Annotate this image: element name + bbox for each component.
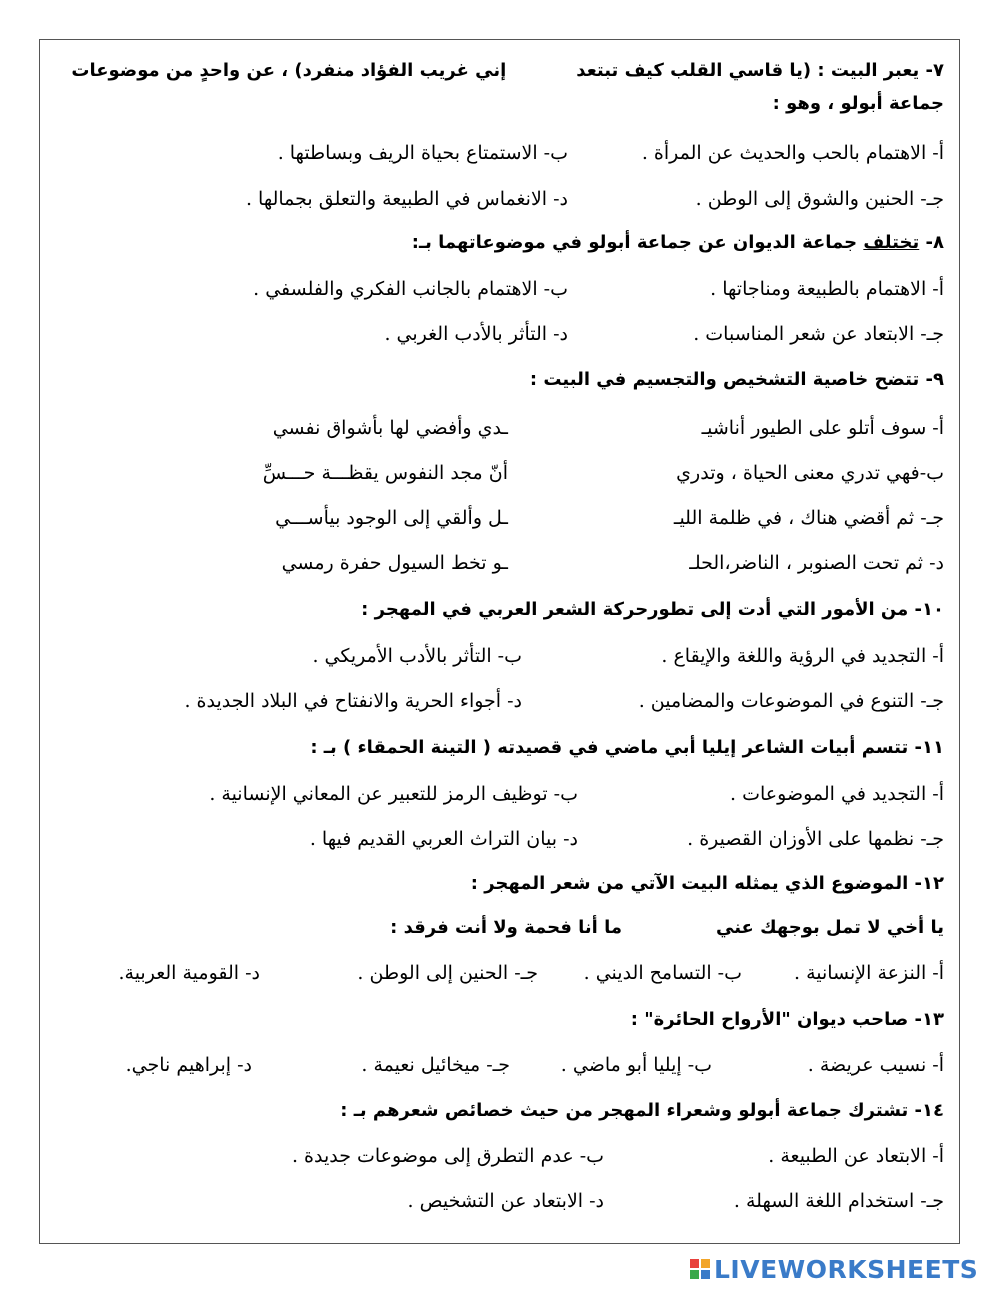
q9-option-c[interactable]: جـ- ثم أقضي هناك ، في ظلمة الليـ <box>673 507 944 529</box>
q12-option-c[interactable]: جـ- الحنين إلى الوطن . <box>357 962 538 984</box>
q9-option-a-hemistich2: ـدي وأفضي لها بأشواق نفسي <box>272 417 508 439</box>
liveworksheets-logo <box>690 1254 978 1284</box>
q14-option-b[interactable]: ب- عدم التطرق إلى موضوعات جديدة . <box>291 1145 604 1167</box>
q9-option-d-hemistich2: ـو تخط السيول حفرة رمسي <box>281 552 508 574</box>
q9-option-a-hemistich1: أ- سوف أتلو على الطيور أناشيـ <box>701 417 944 439</box>
q9-stem: ٩- تتضح خاصية التشخيص والتجسيم في البيت : <box>529 369 944 390</box>
q8-underlined-word: تختلف <box>863 232 920 253</box>
q7-option-b[interactable]: ب- الاستمتاع بحياة الريف وبساطتها . <box>277 142 568 164</box>
q7-stem-line1 <box>71 58 944 84</box>
logo-block <box>690 1259 699 1268</box>
q10-option-c[interactable]: جـ- التنوع في الموضوعات والمضامين . <box>638 690 944 712</box>
q11-option-b[interactable]: ب- توظيف الرمز للتعبير عن المعاني الإنسانية . <box>209 783 578 805</box>
q12-option-d[interactable]: د- القومية العربية. <box>118 962 260 984</box>
q8-stem-rest: جماعة الديوان عن جماعة أبولو في موضوعاتهما بـ: <box>411 232 858 253</box>
q14-option-c[interactable]: جـ- استخدام اللغة السهلة . <box>733 1190 944 1212</box>
q11-option-d[interactable]: د- بيان التراث العربي القديم فيها . <box>309 828 578 850</box>
q12-stem: ١٢- الموضوع الذي يمثله البيت الآتي من شعر المهجر : <box>470 873 944 894</box>
q8-stem <box>412 230 944 256</box>
q8-option-b[interactable]: ب- الاهتمام بالجانب الفكري والفلسفي . <box>253 278 568 300</box>
q9-option-c-hemistich2: ـل وألقي إلى الوجود بيأســـي <box>275 507 508 529</box>
q10-stem: ١٠- من الأمور التي أدت إلى تطورحركة الشعر العربي في المهجر : <box>361 599 944 620</box>
q8-option-a[interactable]: أ- الاهتمام بالطبيعة ومناجاتها . <box>710 278 944 300</box>
q13-stem: ١٣- صاحب ديوان "الأرواح الحائرة" : <box>630 1009 944 1030</box>
q9-option-d[interactable]: د- ثم تحت الصنوبر ، الناضر،الحلـ <box>689 552 944 574</box>
q7-stem-verse: إني غريب الفؤاد منفرد) ، عن واحدٍ من موضوعات <box>71 60 507 81</box>
logo-text: LIVEWORKSHEETS <box>714 1254 979 1284</box>
q10-option-a[interactable]: أ- التجديد في الرؤية واللغة والإيقاع . <box>661 645 944 667</box>
logo-block <box>690 1270 699 1279</box>
q12-verse-hemistich2: ما أنا فحمة ولا أنت فرقد : <box>390 917 622 938</box>
q14-option-a[interactable]: أ- الابتعاد عن الطبيعة . <box>768 1145 944 1167</box>
q11-stem: ١١- تتسم أبيات الشاعر إيليا أبي ماضي في قصيدته ( التينة الحمقاء ) بـ : <box>310 737 944 758</box>
q13-option-c[interactable]: جـ- ميخائيل نعيمة . <box>361 1054 510 1076</box>
logo-block <box>701 1259 710 1268</box>
q7-stem-line2: جماعة أبولو ، وهو : <box>772 93 944 114</box>
q7-option-c[interactable]: جـ- الحنين والشوق إلى الوطن . <box>695 188 944 210</box>
q8-number: ٨- <box>925 232 944 253</box>
q8-option-d[interactable]: د- التأثر بالأدب الغربي . <box>384 323 568 345</box>
q13-option-a[interactable]: أ- نسيب عريضة . <box>807 1054 944 1076</box>
q13-option-b[interactable]: ب- إيليا أبو ماضي . <box>560 1054 712 1076</box>
q12-option-a[interactable]: أ- النزعة الإنسانية . <box>793 962 944 984</box>
logo-block <box>701 1270 710 1279</box>
q7-option-d[interactable]: د- الانغماس في الطبيعة والتعلق بجمالها . <box>245 188 568 210</box>
q9-option-a[interactable] <box>702 415 944 441</box>
q10-option-d[interactable]: د- أجواء الحرية والانفتاح في البلاد الجديدة . <box>184 690 522 712</box>
q14-option-d[interactable]: د- الابتعاد عن التشخيص . <box>407 1190 604 1212</box>
q9-option-b-hemistich2: أنّ مجد النفوس يقظـــة حـــسِّ <box>262 462 508 484</box>
q11-option-c[interactable]: جـ- نظمها على الأوزان القصيرة . <box>687 828 944 850</box>
logo-blocks-icon <box>690 1259 710 1279</box>
q9-option-b[interactable]: ب-فهي تدري معنى الحياة ، وتدري <box>676 462 944 484</box>
q7-stem-start: ٧- يعبر البيت : (يا قاسي القلب كيف تبتعد <box>576 60 944 81</box>
q8-option-c[interactable]: جـ- الابتعاد عن شعر المناسبات . <box>693 323 944 345</box>
q13-option-d[interactable]: د- إبراهيم ناجي. <box>125 1054 252 1076</box>
q11-option-a[interactable]: أ- التجديد في الموضوعات . <box>730 783 944 805</box>
q7-option-a[interactable]: أ- الاهتمام بالحب والحديث عن المرأة . <box>641 142 944 164</box>
q14-stem: ١٤- تشترك جماعة أبولو وشعراء المهجر من حيث خصائص شعرهم بـ : <box>340 1100 944 1121</box>
q12-verse-hemistich1: يا أخي لا تمل بوجهك عني <box>715 917 944 938</box>
q12-option-b[interactable]: ب- التسامح الديني . <box>583 962 742 984</box>
q10-option-b[interactable]: ب- التأثر بالأدب الأمريكي . <box>312 645 522 667</box>
